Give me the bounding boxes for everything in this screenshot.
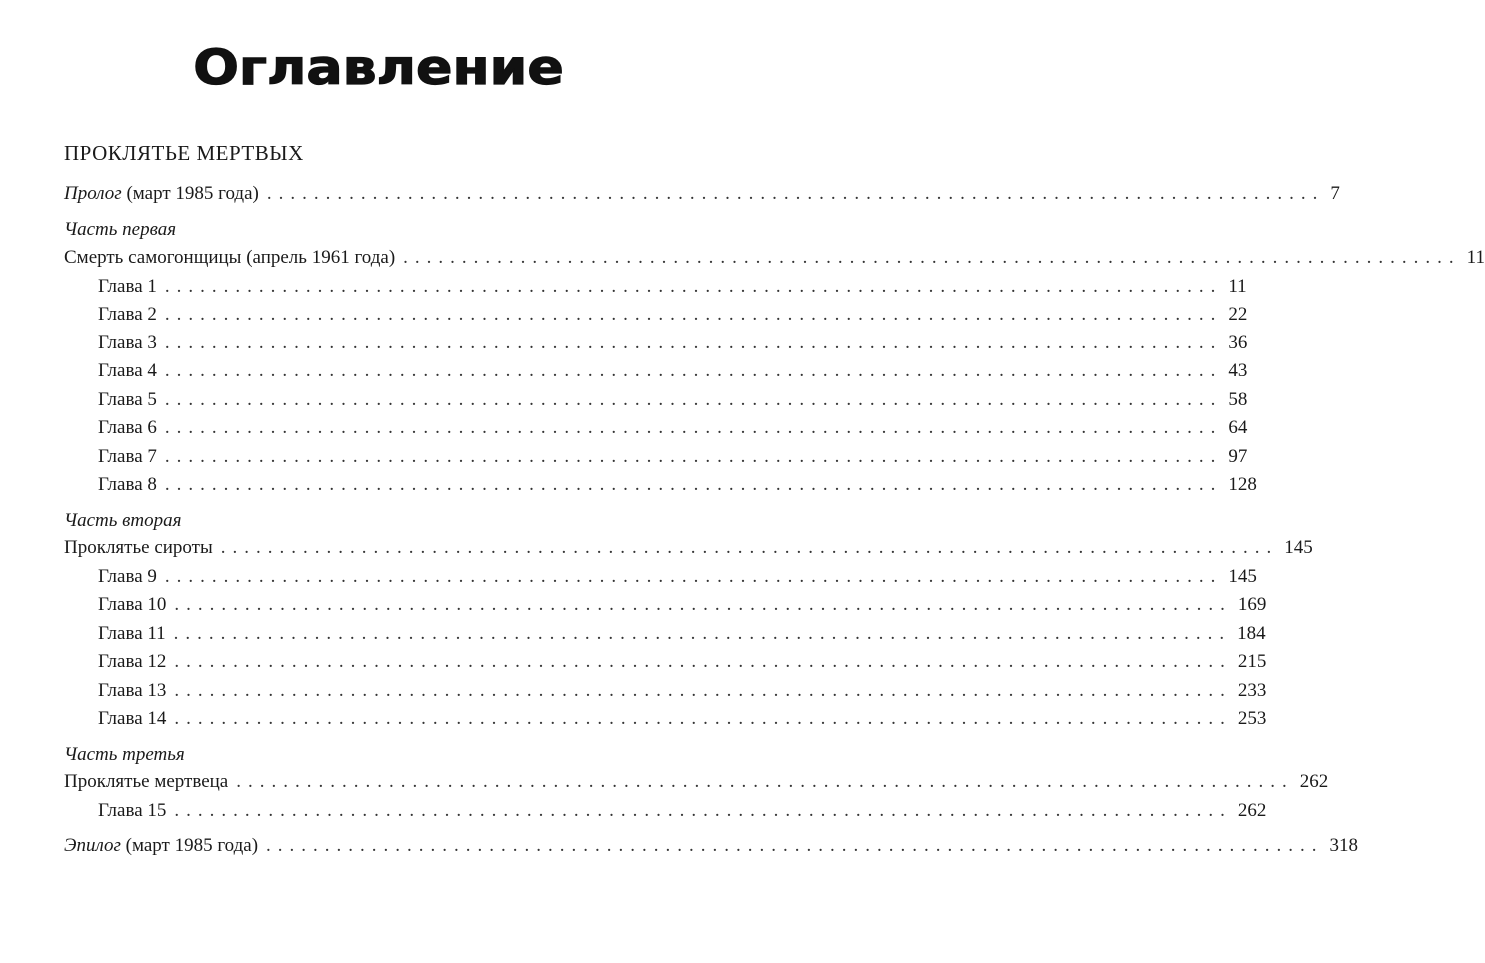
toc-entry-chapter[interactable] [98,564,1257,590]
page-number: 64 [1228,417,1248,438]
toc-entry-chapter[interactable] [98,798,1267,824]
leader-dots: .......................................................................................... [164,389,1223,410]
leader-dots: .......................................................................................... [164,360,1223,381]
chapter-label: Глава 15 [98,800,167,821]
toc-entry-chapter[interactable] [98,678,1267,704]
page-number: 233 [1237,680,1267,701]
leader-dots: .......................................................................................... [174,800,1232,821]
toc-entry-epilogue[interactable] [64,833,1359,859]
leader-dots: .......................................................................................... [174,651,1232,672]
part-title: Проклятье мертвеца [64,771,229,792]
page-number: 22 [1228,304,1248,325]
part-label: Часть третья [64,744,185,765]
page-number: 184 [1237,623,1266,644]
page-number: 215 [1237,651,1267,672]
toc-entry-part-2[interactable] [64,535,1313,561]
page-number: 318 [1329,835,1359,856]
leader-dots: .......................................................................................... [403,247,1461,268]
toc-entry-part-3[interactable] [64,769,1329,795]
leader-dots: .......................................................................................... [164,332,1223,353]
toc-entry-chapter[interactable] [98,274,1247,300]
page-number: 43 [1228,360,1248,381]
page-number: 145 [1228,566,1257,587]
chapter-label: Глава 3 [98,332,157,353]
chapter-label: Глава 6 [98,417,157,438]
prologue-label: Пролог [64,183,122,204]
toc-entry-chapter[interactable] [98,706,1267,732]
chapter-label: Глава 2 [98,304,157,325]
leader-dots: .......................................................................................... [164,474,1223,495]
leader-dots: .......................................................................................... [266,835,1324,856]
page-number: 36 [1228,332,1248,353]
page-number: 253 [1237,708,1267,729]
chapter-label: Глава 8 [98,474,157,495]
toc-entry-chapter[interactable] [98,444,1248,470]
leader-dots: .......................................................................................... [266,183,1325,204]
page-number: 145 [1284,537,1313,558]
chapter-label: Глава 11 [98,623,166,644]
chapter-label: Глава 12 [98,651,167,672]
toc-entry-chapter[interactable] [98,649,1267,675]
page-number: 262 [1299,771,1329,792]
chapter-label: Глава 5 [98,389,157,410]
toc-entry-chapter[interactable] [98,472,1257,498]
part-label: Часть вторая [64,510,182,531]
epilogue-label: Эпилог [64,835,121,856]
leader-dots: .......................................................................................... [174,708,1232,729]
leader-dots: .......................................................................................... [220,537,1279,558]
chapter-label: Глава 10 [98,594,167,615]
toc-entry-chapter[interactable] [98,387,1248,413]
page-number: 11 [1228,276,1247,297]
epilogue-suffix: (март 1985 года) [120,835,259,856]
page-number: 169 [1237,594,1267,615]
chapter-label: Глава 7 [98,446,157,467]
chapter-label: Глава 1 [98,276,157,297]
page-number: 262 [1237,800,1267,821]
toc-entry-chapter[interactable] [98,302,1248,328]
chapter-label: Глава 9 [98,566,157,587]
page-title: Оглавление [193,40,564,96]
leader-dots: .......................................................................................... [164,304,1223,325]
chapter-label: Глава 13 [98,680,167,701]
page-number: 58 [1228,389,1248,410]
chapter-label: Глава 14 [98,708,167,729]
leader-dots: .......................................................................................... [174,680,1232,701]
toc-entry-chapter[interactable] [98,592,1267,618]
page-number: 11 [1466,247,1485,268]
leader-dots: .......................................................................................... [164,417,1223,438]
toc-entry-prologue[interactable] [64,181,1340,207]
part-title: Проклятье сироты [64,537,213,558]
leader-dots: .......................................................................................... [236,771,1294,792]
book-title: ПРОКЛЯТЬЕ МЕРТВЫХ [64,141,304,165]
leader-dots: .......................................................................................... [164,566,1223,587]
part-label: Часть первая [64,219,177,240]
toc-entry-chapter[interactable] [98,621,1266,647]
leader-dots: .......................................................................................... [164,276,1223,297]
page-number: 7 [1330,183,1340,204]
toc-entry-chapter[interactable] [98,358,1248,384]
leader-dots: .......................................................................................... [173,623,1232,644]
page-number: 128 [1228,474,1257,495]
part-title: Смерть самогонщицы (апрель 1961 года) [64,247,396,268]
toc-entry-chapter[interactable] [98,330,1248,356]
page-number: 97 [1228,446,1248,467]
leader-dots: .......................................................................................... [174,594,1232,615]
toc-entry-part-1[interactable] [64,245,1485,271]
chapter-label: Глава 4 [98,360,157,381]
toc-entry-chapter[interactable] [98,415,1248,441]
prologue-suffix: (март 1985 года) [121,183,259,204]
leader-dots: .......................................................................................... [164,446,1223,467]
